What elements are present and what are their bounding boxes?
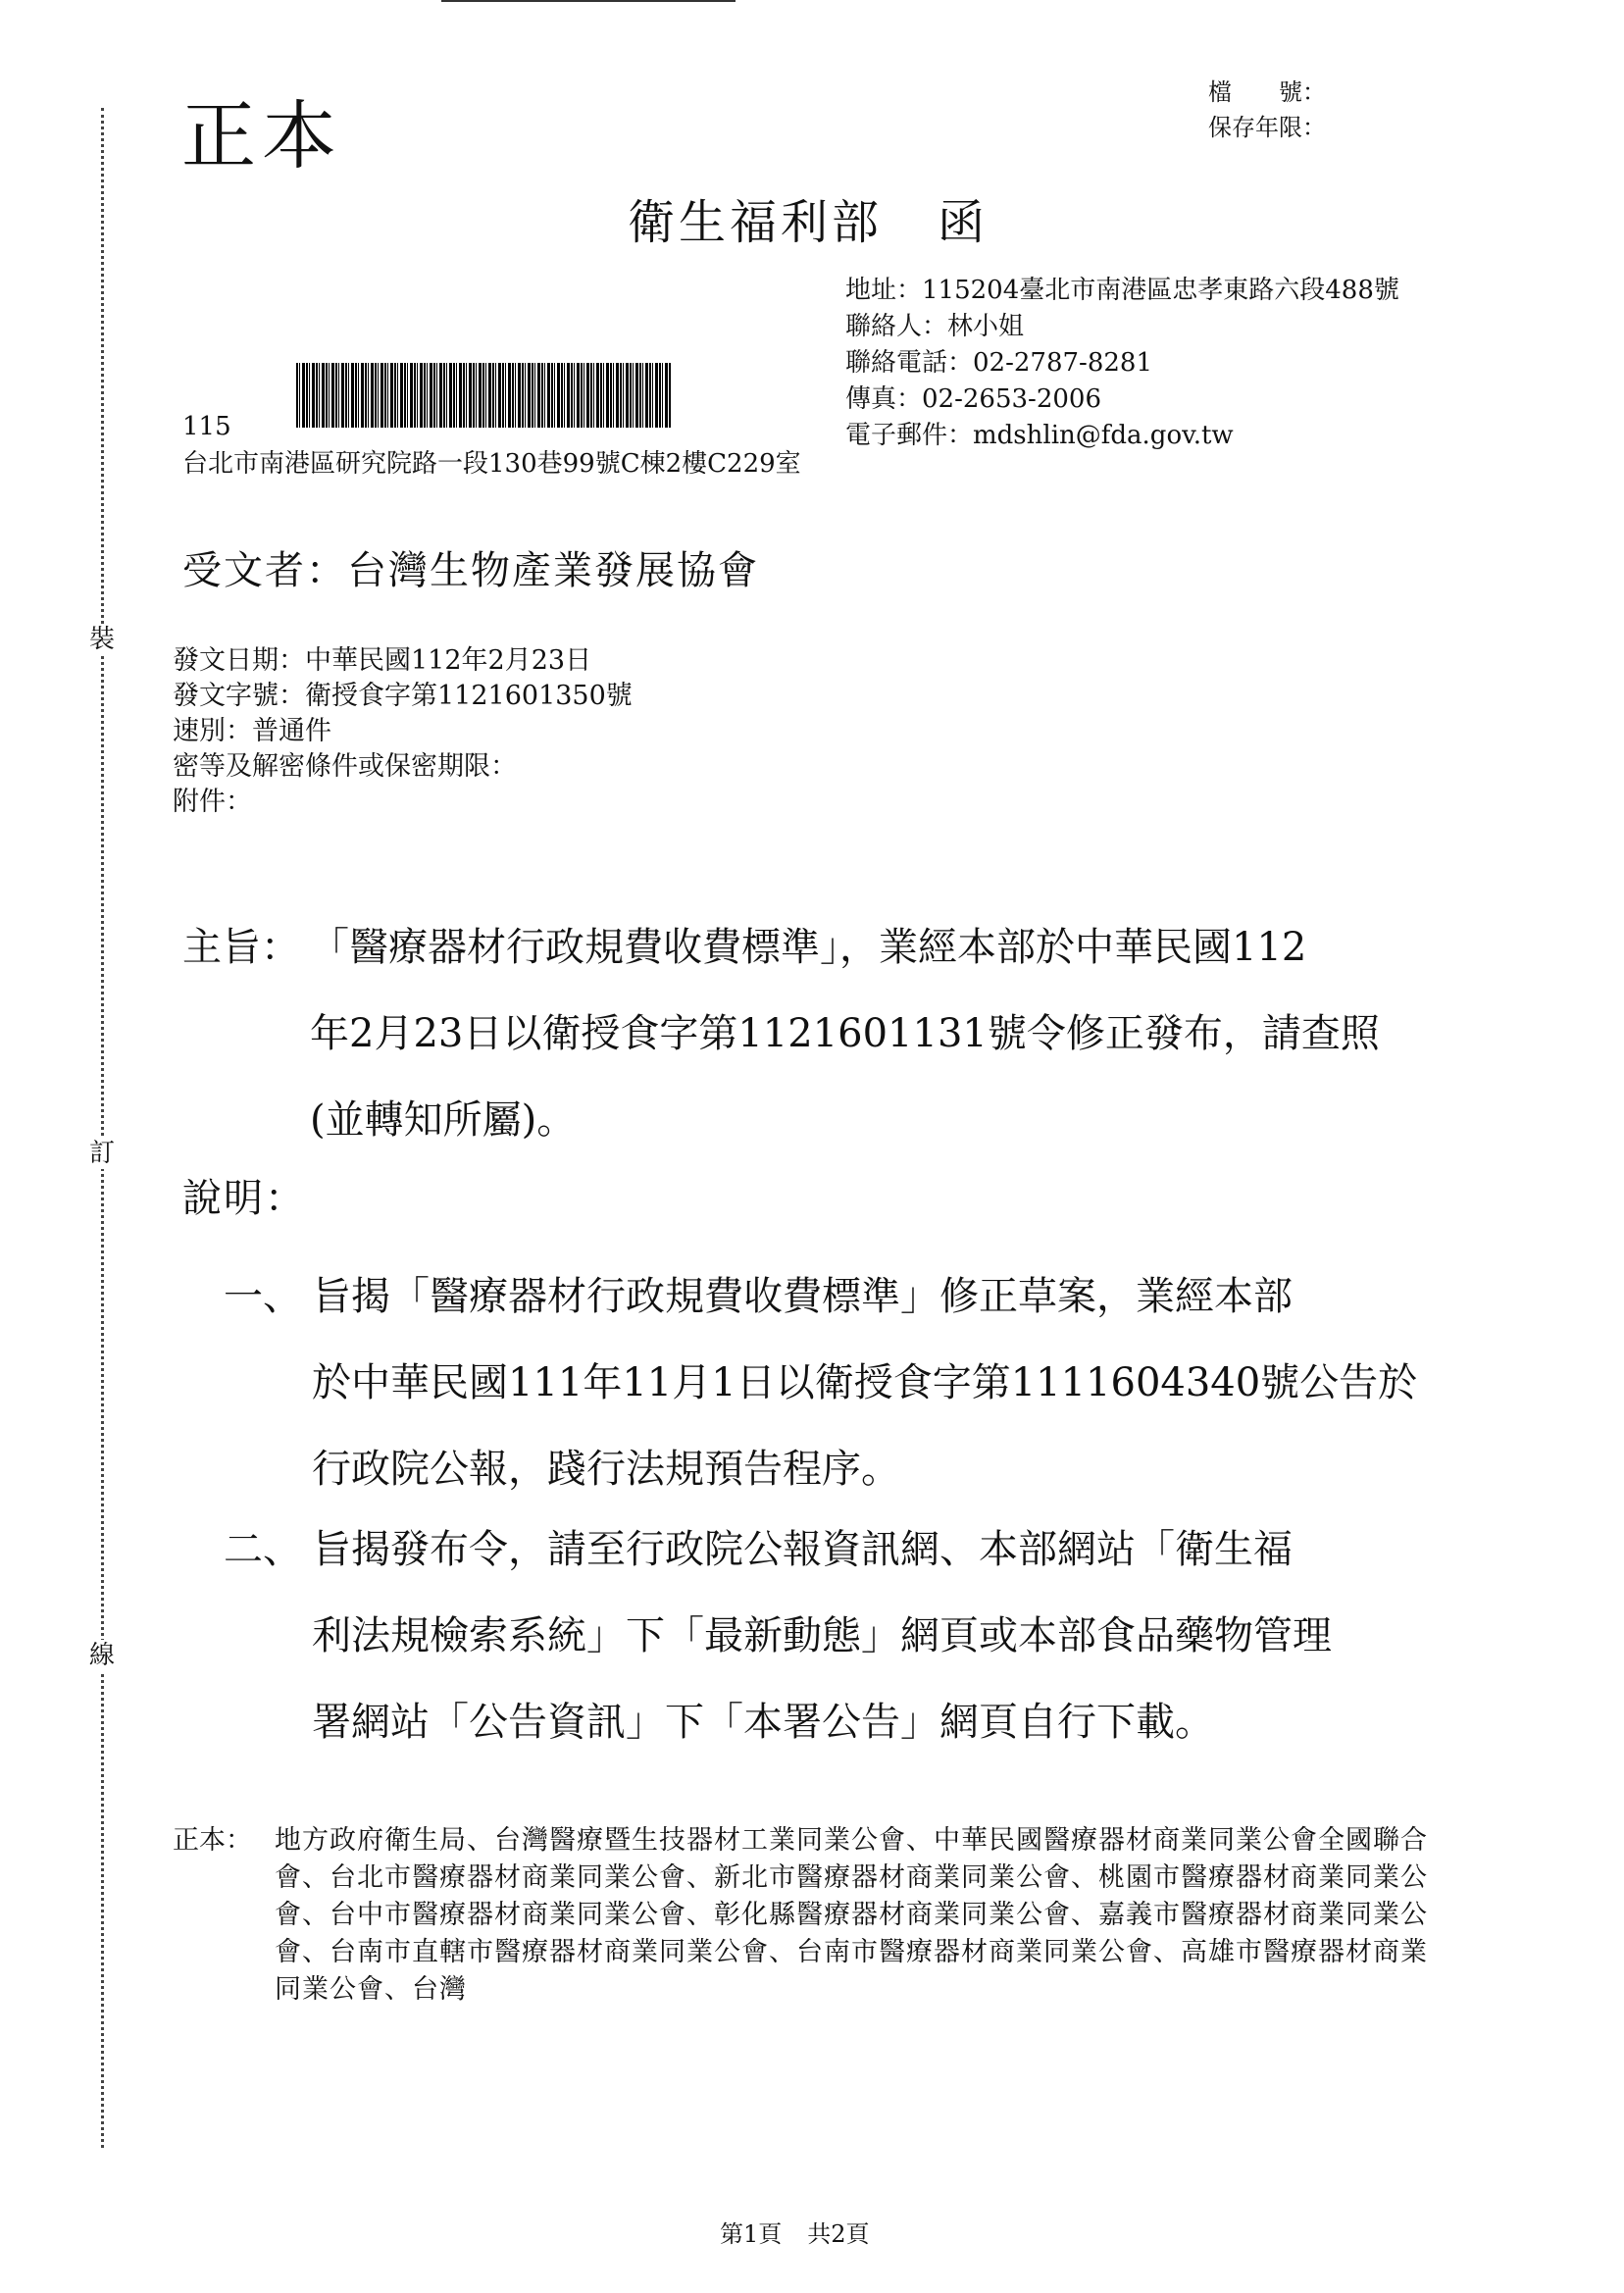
barcode <box>296 363 671 428</box>
file-number-label: 檔 號： <box>1208 78 1326 106</box>
subject-line-2: 年2月23日以衛授食字第1121601131號令修正發布，請查照 <box>310 1011 1380 1056</box>
document-meta <box>173 643 633 820</box>
original-copy-stamp: 正本 <box>181 92 342 179</box>
explanation-item-1-line-3: 行政院公報，踐行法規預告程序。 <box>312 1447 900 1492</box>
recipient-postal-code: 115 <box>182 412 231 441</box>
explanation-title: 說明： <box>182 1176 306 1221</box>
explanation-item-2 <box>224 1506 1469 1765</box>
copies-recipients: 地方政府衛生局、台灣醫療暨生技器材工業同業公會、中華民國醫療器材商業同業公會全國聯合會、台北市醫療器材商業同業公會、新北市醫療器材商業同業公會、桃園市醫療器材商業同業公會、台中市醫療器材商業同業公會、彰化縣醫療器材商業同業公會、嘉義市醫療器材商業同業公會、台南市直轄市醫療器材商業同業公會、台南市醫療器材商業同業公會、高雄市醫療器材商業同業公會、台灣 <box>275 1825 1428 2005</box>
explanation-item-2-line-1: 二、 旨揭發布令，請至行政院公報資訊網、本部網站「衛生福 <box>224 1506 1469 1593</box>
receiver: 受文者：台灣生物產業發展協會 <box>182 548 759 593</box>
contact-info <box>845 273 1399 454</box>
scan-artifact-line <box>441 0 736 2</box>
archive-info <box>1208 75 1326 145</box>
total-pages: 共2頁 <box>807 2220 870 2248</box>
copies-section <box>173 1822 1438 2009</box>
recipient-address: 台北市南港區研究院路一段130巷99號C棟2樓C229室 <box>182 449 801 479</box>
subject-line-1: 主旨： 「醫療器材行政規費收費標準」，業經本部於中華民國112 <box>182 904 1457 991</box>
contact-fax: 傳真：02-2653-2006 <box>845 384 1101 414</box>
explanation-item-1-line-2: 於中華民國111年11月1日以衛授食字第1111604340號公告於 <box>312 1360 1418 1405</box>
subject-label: 主旨： <box>182 925 300 970</box>
binding-line <box>101 108 104 2148</box>
security-level: 密等及解密條件或保密期限： <box>173 751 517 782</box>
agency-name: 衛生福利部 <box>628 195 884 250</box>
subject-line-3: (並轉知所屬)。 <box>310 1097 577 1143</box>
issue-date: 發文日期：中華民國112年2月23日 <box>173 645 592 676</box>
document-type: 函 <box>938 195 990 250</box>
explanation-item-2-line-2: 利法規檢索系統」下「最新動態」網頁或本部食品藥物管理 <box>312 1613 1332 1658</box>
contact-address: 地址：115204臺北市南港區忠孝東路六段488號 <box>845 276 1399 305</box>
delivery-speed: 速別：普通件 <box>173 716 331 746</box>
explanation-item-1-number: 一、 <box>224 1274 302 1319</box>
contact-person: 聯絡人：林小姐 <box>845 312 1025 341</box>
binding-char-xian: 線 <box>86 1640 118 1671</box>
contact-phone: 聯絡電話：02-2787-8281 <box>845 348 1152 378</box>
page-number <box>720 2215 870 2249</box>
document-number: 發文字號：衛授食字第1121601350號 <box>173 681 633 711</box>
explanation-item-1-line-1: 一、 旨揭「醫療器材行政規費收費標準」修正草案，業經本部 <box>224 1253 1469 1340</box>
binding-char-zhuang: 裝 <box>86 624 118 655</box>
copies-label: 正本： <box>173 1825 252 1856</box>
binding-char-ding: 訂 <box>86 1138 118 1169</box>
explanation-item-2-number: 二、 <box>224 1527 302 1572</box>
current-page: 第1頁 <box>720 2220 783 2248</box>
explanation-item-1 <box>224 1253 1469 1512</box>
document-header <box>628 184 989 252</box>
explanation-item-2-line-3: 署網站「公告資訊」下「本署公告」網頁自行下載。 <box>312 1700 1214 1745</box>
subject-section <box>182 904 1457 1163</box>
retention-period-label: 保存年限： <box>1208 114 1326 141</box>
attachments: 附件： <box>173 787 252 817</box>
contact-email: 電子郵件：mdshlin@fda.gov.tw <box>845 421 1234 450</box>
